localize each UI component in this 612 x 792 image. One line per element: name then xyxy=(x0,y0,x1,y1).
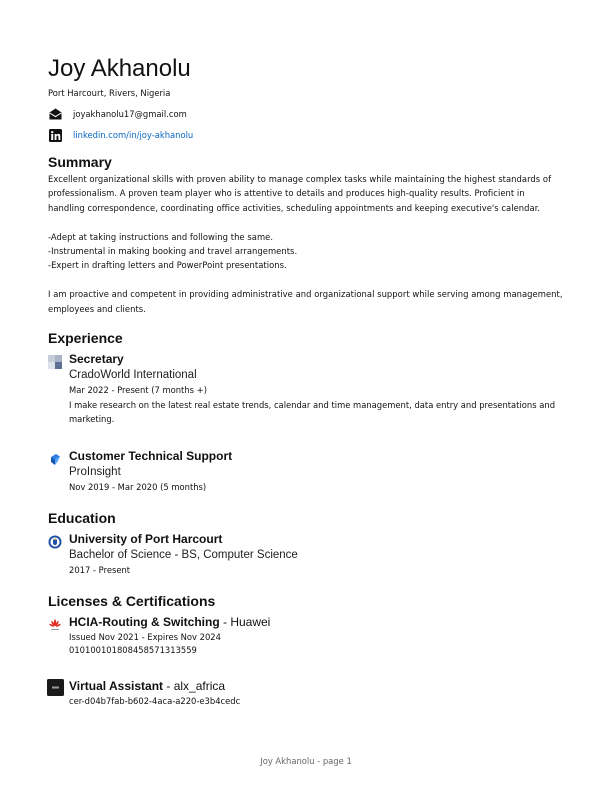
certifications-section xyxy=(48,593,564,708)
candidate-name: Joy Akhanolu xyxy=(48,55,191,82)
experience-section xyxy=(48,330,564,494)
summary-bullet: -Instrumental in making booking and travel arrangements. xyxy=(48,246,298,257)
summary-closing: I am proactive and competent in providing administrative and organizational support while serving among management, employees and clients. xyxy=(48,289,563,314)
company-logo-icon xyxy=(48,354,62,368)
school-logo-icon xyxy=(48,534,62,548)
certification-name: HCIA-Routing & Switching xyxy=(69,614,220,629)
certification-dates: Issued Nov 2021 - Expires Nov 2024 xyxy=(69,631,221,642)
company-name: ProInsight xyxy=(69,465,121,478)
email-text[interactable]: joyakhanolu17@gmail.com xyxy=(73,109,187,119)
summary-paragraph: Excellent organizational skills with proven ability to manage complex tasks while maintaining the highest standards of professionalism. A proven team player who is attentive to details and produces high-quality results. Proficient in handling correspondence, coordinating office activities, scheduling appointments and keeping executive's calendar. xyxy=(48,174,552,213)
credential-id: cer-d04b7fab-b602-4aca-a220-e3b4cedc xyxy=(69,695,241,706)
summary-bullet: -Adept at taking instructions and following the same. xyxy=(48,231,274,242)
education-dates: 2017 - Present xyxy=(69,564,131,575)
certification-title xyxy=(69,679,564,694)
job-description: I make research on the latest real estate trends, calendar and time management, data entry and presentations and marketing. xyxy=(69,400,556,425)
email-icon xyxy=(48,107,62,121)
summary-section xyxy=(48,154,564,316)
experience-item xyxy=(48,449,564,494)
email-row xyxy=(48,107,564,121)
education-heading: Education xyxy=(48,509,116,526)
summary-bullet: -Expert in drafting letters and PowerPoint presentations. xyxy=(48,260,287,271)
summary-heading: Summary xyxy=(48,154,112,170)
education-item xyxy=(48,532,564,577)
certification-item xyxy=(48,679,564,708)
huawei-logo-icon xyxy=(48,617,62,631)
summary-text xyxy=(48,172,564,316)
linkedin-link[interactable]: linkedin.com/in/joy-akhanolu xyxy=(73,130,194,140)
page-footer: Joy Akhanolu - page 1 xyxy=(260,756,352,766)
linkedin-icon xyxy=(48,128,62,142)
experience-item xyxy=(48,352,564,427)
certification-name: Virtual Assistant xyxy=(69,678,164,693)
company-name: CradoWorld International xyxy=(69,369,197,382)
company-logo-icon xyxy=(48,451,62,465)
linkedin-row xyxy=(48,128,564,142)
degree: Bachelor of Science - BS, Computer Science xyxy=(69,548,298,561)
certification-issuer: - alx_africa xyxy=(163,678,226,693)
certification-issuer: - Huawei xyxy=(219,614,271,629)
certification-title xyxy=(69,615,564,630)
job-dates: Mar 2022 - Present (7 months +) xyxy=(69,385,207,396)
school-name: University of Port Harcourt xyxy=(69,531,223,546)
job-title: Secretary xyxy=(69,352,124,367)
job-title: Customer Technical Support xyxy=(69,448,233,463)
certifications-heading: Licenses & Certifications xyxy=(48,592,216,609)
education-section xyxy=(48,510,564,577)
experience-heading: Experience xyxy=(48,330,123,347)
alx-logo-icon xyxy=(47,679,64,696)
job-dates: Nov 2019 - Mar 2020 (5 months) xyxy=(69,481,207,492)
resume-page xyxy=(48,54,564,708)
candidate-location: Port Harcourt, Rivers, Nigeria xyxy=(48,88,171,98)
credential-id: 010100101808458571313559 xyxy=(69,644,197,655)
certification-item xyxy=(48,615,564,657)
